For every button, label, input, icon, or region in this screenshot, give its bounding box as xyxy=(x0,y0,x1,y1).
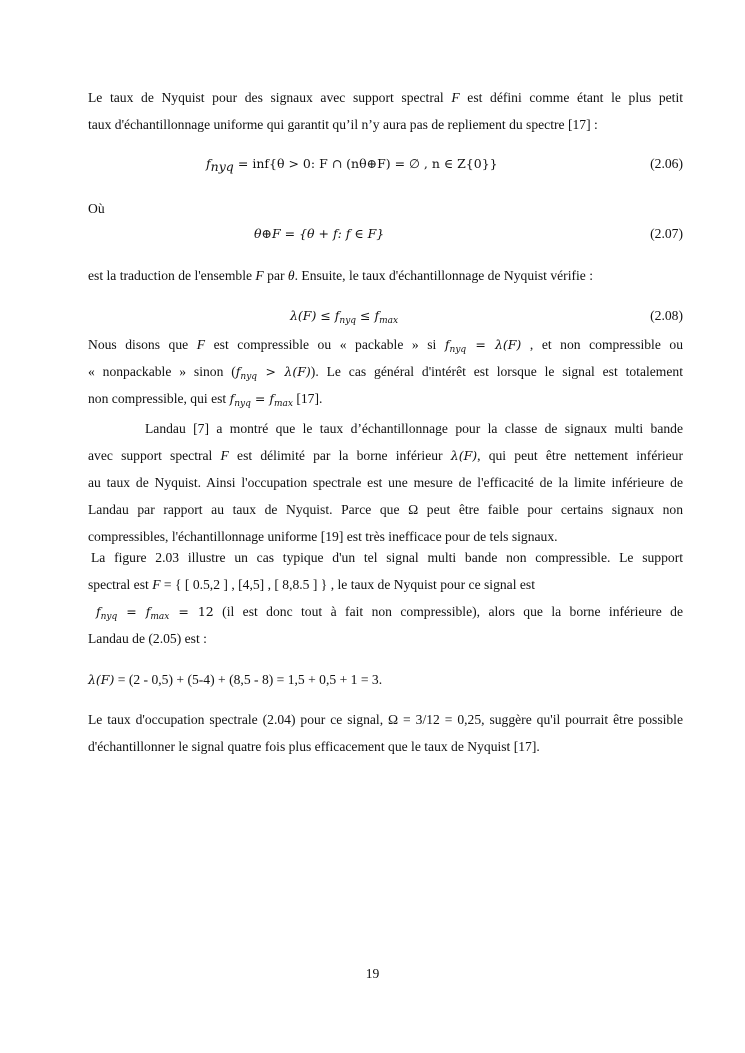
paragraph-occupation: Le taux d'occupation spectrale (2.04) pour ce signal, Ω = 3/12 = 0,25, suggère qu'il pourrait être possible d'échantillonner le signal quatre fois plus efficacement que le taux de Nyquist [17]. xyxy=(88,712,683,754)
paragraph-figure-example: La figure 2.03 illustre un cas typique d'un tel signal multi bande non compressible. Le support spectral est F = { [ 0.5,2 ] , [4,5] , [ 8,8.5 ] } , le taux de Nyquist pour ce signal est $f_{nyq} = f_{max} = 12$ (il est donc tout à fait non compressible), alors que la borne inférieure de Landau de (2.05) est : xyxy=(88,550,683,646)
label-ou: Où xyxy=(88,201,105,216)
paragraph-compressible: Nous disons que F est compressible ou « packable » si $f_{nyq} = \lambda(F)$ , et non compressible ou « nonpackable » sinon $(f_{nyq} > \lambda(F))$. Le cas général d'intérêt est lorsque le signal est totalement non compressible, qui est $f_{nyq} = f_{max}$ [17]. xyxy=(88,337,683,409)
equation-number: (2.07) xyxy=(650,226,683,241)
paragraph-landau: Landau [7] a montré que le taux d’échantillonnage pour la classe de signaux multi bande avec support spectral F est délimité par la borne inférieur λ(F), qui peut être nettement inférieur au taux de Nyquist. Ainsi l'occupation spectrale est une mesure de l'efficacité de la limite inférieure de Landau par rapport au taux de Nyquist. Parce que Ω peut être faible pour certains signaux non compressibles, l'échantillonnage uniforme [19] est très inefficace pour de tels signaux. xyxy=(88,421,684,544)
equation-2-06: $f_{nyq} = inf\{\theta > 0$: F ∩ (nθ⊕F) = ∅ , n ∈ Z{0}} (2.06) xyxy=(88,152,683,176)
page-number: 19 xyxy=(365,966,380,981)
paragraph-translation: est la traduction de l'ensemble F par θ. Ensuite, le taux d'échantillonnage de Nyquist vérifie : xyxy=(88,268,593,283)
equation-lambda-computation: λ(F) = (2 - 0,5) + (5-4) + (8,5 - 8) = 1,5 + 0,5 + 1 = 3. xyxy=(88,672,383,687)
equation-2-08: $\lambda(F) \le f_{nyq} \le f_{max}$ (2.08) xyxy=(88,304,683,328)
equation-number: (2.08) xyxy=(650,308,683,323)
equation-2-07: θ⊕F = {θ + f: f ∈ F} (2.07) xyxy=(88,222,683,246)
equation-number: (2.06) xyxy=(650,156,683,171)
paragraph-nyquist-intro: Le taux de Nyquist pour des signaux avec support spectral F est défini comme étant le plus petit taux d'échantillonnage uniforme qui garantit qu’il n’y aura pas de repliement du spectre [17] : xyxy=(88,90,684,132)
